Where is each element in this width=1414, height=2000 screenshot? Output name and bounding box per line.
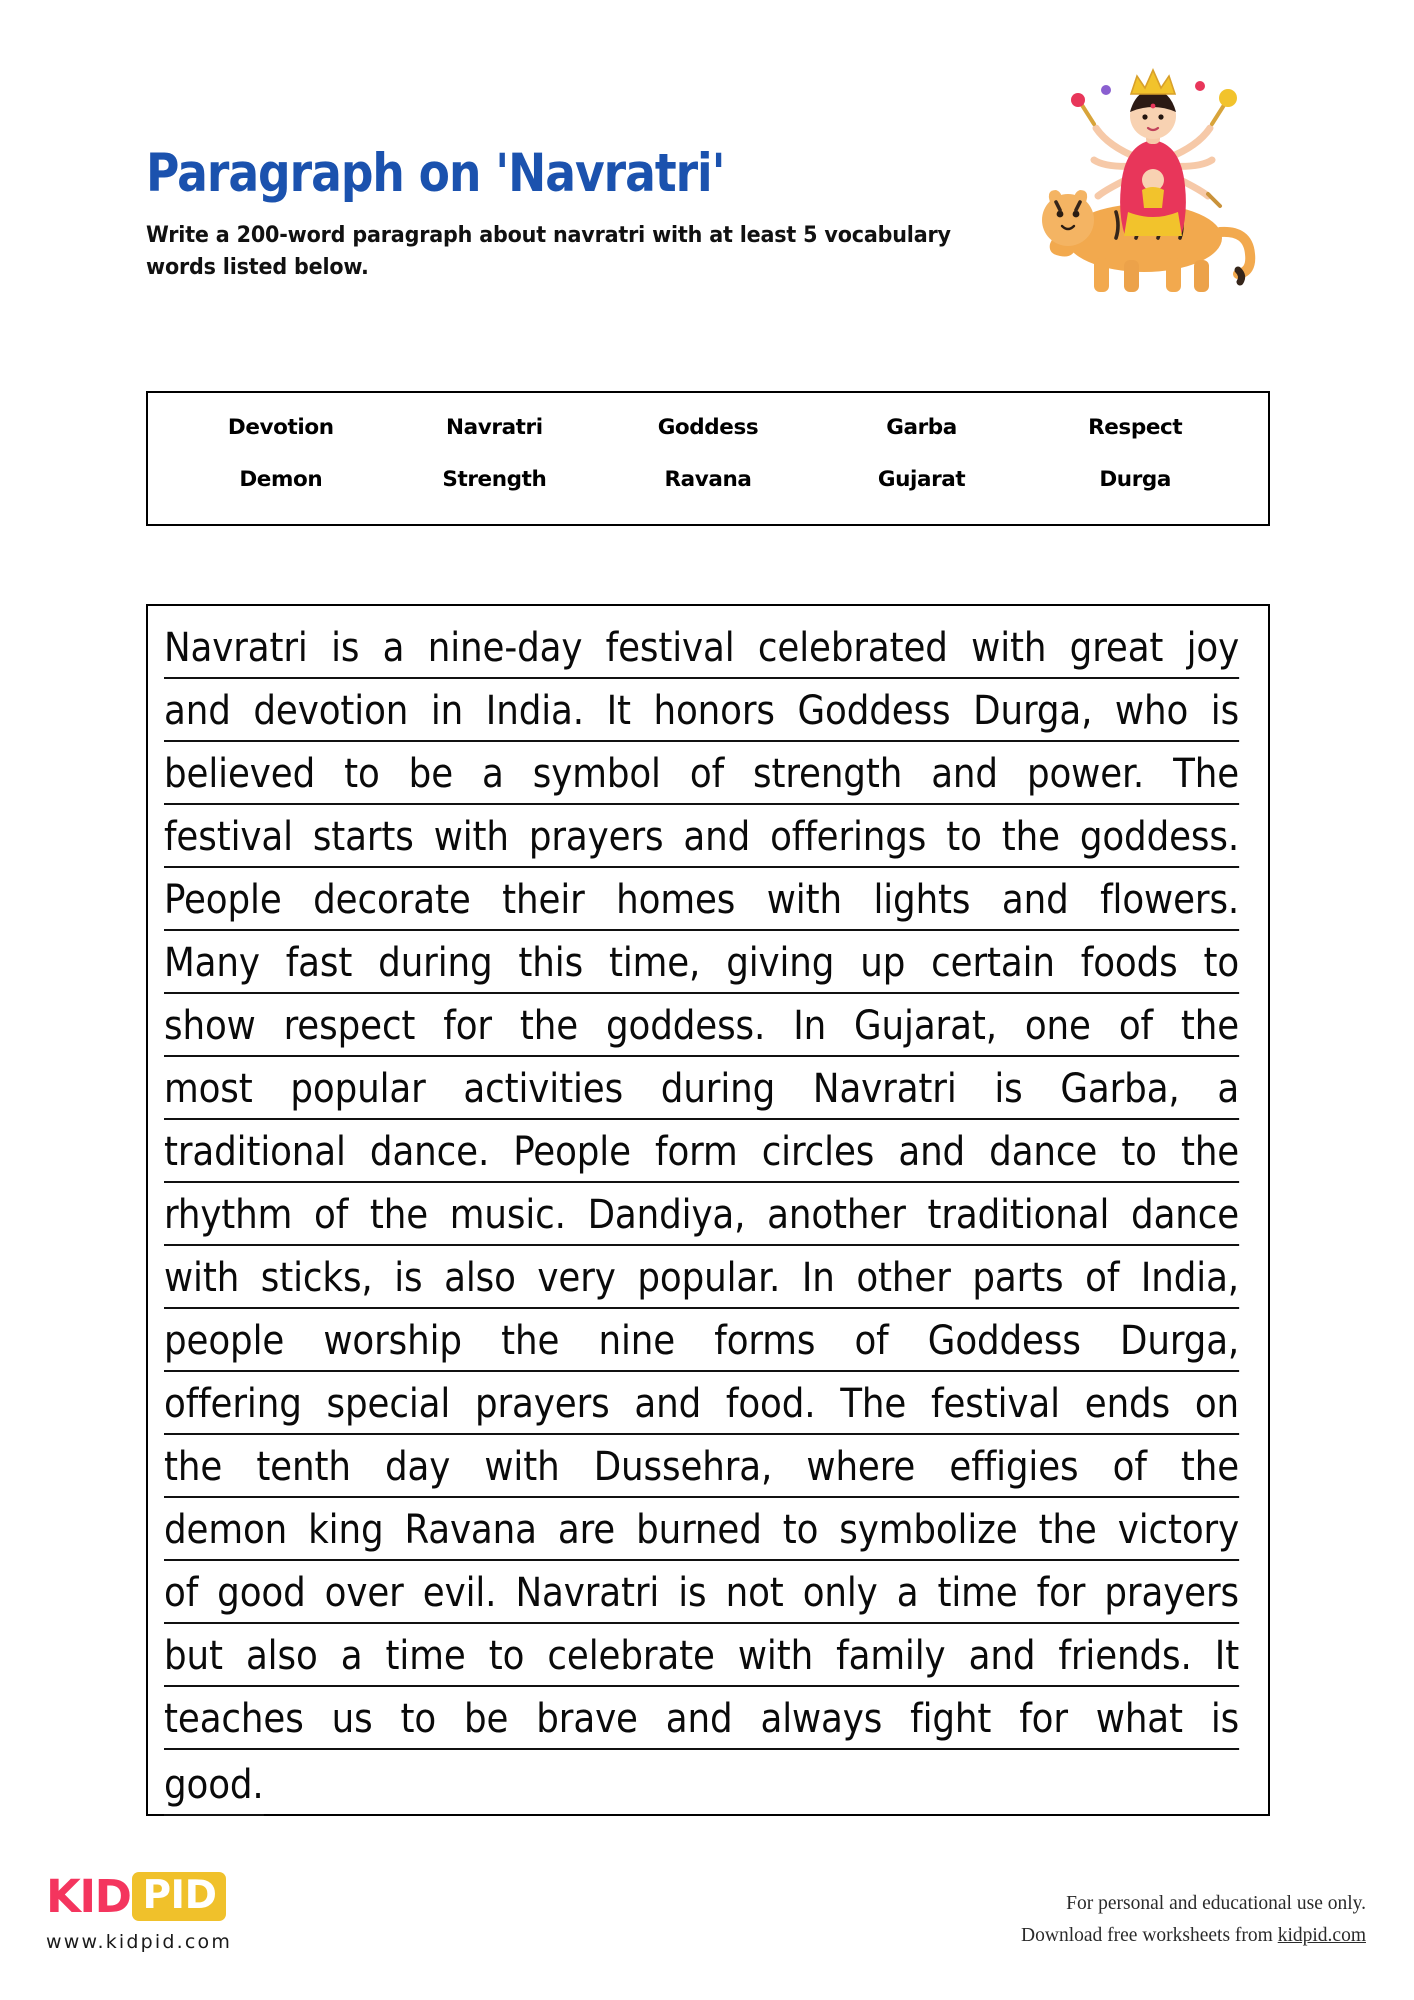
footer-notice-line1: For personal and educational use only. [1066, 1893, 1366, 1914]
answer-line [164, 1691, 1241, 1754]
vocab-word: Durga [1099, 467, 1171, 492]
vocab-word: Devotion [227, 415, 334, 440]
kidpid-link[interactable]: kidpid.com [1277, 1925, 1366, 1947]
answer-line [164, 998, 1241, 1061]
answer-lines [164, 620, 1252, 1817]
vocab-word: Respect [1088, 415, 1183, 440]
kidpid-logo[interactable] [46, 1870, 232, 1953]
answer-line [164, 1187, 1241, 1250]
logo-kid-text: KID [46, 1869, 131, 1923]
answer-line-text: most popular activities during Navratri is Garba, a [164, 1061, 1239, 1120]
answer-line [164, 1628, 1241, 1691]
footer-notice-line2 [1021, 1920, 1366, 1952]
answer-line [164, 683, 1241, 746]
answer-line [164, 1439, 1241, 1502]
logo-url[interactable]: www.kidpid.com [46, 1931, 233, 1953]
answer-line [164, 1313, 1241, 1376]
answer-line [164, 1250, 1241, 1313]
vocab-word: Strength [442, 467, 547, 492]
logo-pid-text: PID [132, 1872, 226, 1921]
answer-line [164, 1565, 1241, 1628]
answer-line-text: but also a time to celebrate with family and friends. It [164, 1628, 1239, 1687]
answer-line-text: the tenth day with Dussehra, where effigies of the [164, 1439, 1239, 1498]
worksheet-header [146, 145, 1026, 284]
answer-box[interactable] [146, 604, 1270, 1816]
answer-line [164, 1502, 1241, 1565]
answer-line [164, 809, 1241, 872]
vocab-word: Demon [239, 467, 323, 492]
answer-line-text: rhythm of the music. Dandiya, another traditional dance [164, 1187, 1239, 1246]
vocabulary-row [174, 467, 1242, 492]
answer-line-text: people worship the nine forms of Goddess Durga, [164, 1313, 1239, 1372]
answer-line-text: Navratri is a nine-day festival celebrated with great joy [164, 620, 1239, 679]
worksheet-instruction: Write a 200-word paragraph about navratri with at least 5 vocabulary words listed below. [146, 222, 951, 281]
answer-line [164, 620, 1241, 683]
answer-line [164, 935, 1241, 998]
answer-line-text: of good over evil. Navratri is not only a time for prayers [164, 1565, 1239, 1624]
answer-line-text: offering special prayers and food. The festival ends on [164, 1376, 1239, 1435]
vocab-word: Navratri [446, 415, 543, 440]
answer-line [164, 1376, 1241, 1439]
footer-notice [1021, 1888, 1366, 1952]
answer-line-text: teaches us to be brave and always fight for what is [164, 1691, 1239, 1750]
answer-line [164, 746, 1241, 809]
answer-line-text: People decorate their homes with lights and flowers. [164, 872, 1239, 931]
vocab-word: Ravana [664, 467, 752, 492]
answer-line-text: with sticks, is also very popular. In other parts of India, [164, 1250, 1239, 1309]
answer-line-text: good. [164, 1757, 264, 1816]
answer-line-text: and devotion in India. It honors Goddess Durga, who is [164, 683, 1239, 742]
vocabulary-row [174, 415, 1242, 440]
vocabulary-box [146, 391, 1270, 526]
answer-line-text: demon king Ravana are burned to symbolize the victory [164, 1502, 1239, 1561]
answer-line-text: Many fast during this time, giving up certain foods to [164, 935, 1239, 994]
answer-line-text: show respect for the goddess. In Gujarat, one of the [164, 998, 1239, 1057]
answer-line [164, 1061, 1241, 1124]
answer-line-text: believed to be a symbol of strength and power. The [164, 746, 1239, 805]
page-footer [0, 1870, 1414, 2000]
answer-line [164, 872, 1241, 935]
footer-notice-prefix: Download free worksheets from [1021, 1925, 1278, 1947]
answer-line [164, 1124, 1241, 1187]
answer-line-text: festival starts with prayers and offerings to the goddess. [164, 809, 1239, 868]
answer-line-text: traditional dance. People form circles and dance to the [164, 1124, 1239, 1183]
logo-mark [46, 1870, 232, 1922]
vocab-word: Goddess [657, 415, 759, 440]
page-title: Paragraph on 'Navratri' [146, 143, 725, 204]
goddess-durga-on-tiger-icon [1016, 62, 1276, 302]
vocab-word: Gujarat [877, 467, 966, 492]
vocab-word: Garba [886, 415, 957, 440]
answer-line [164, 1754, 1241, 1817]
